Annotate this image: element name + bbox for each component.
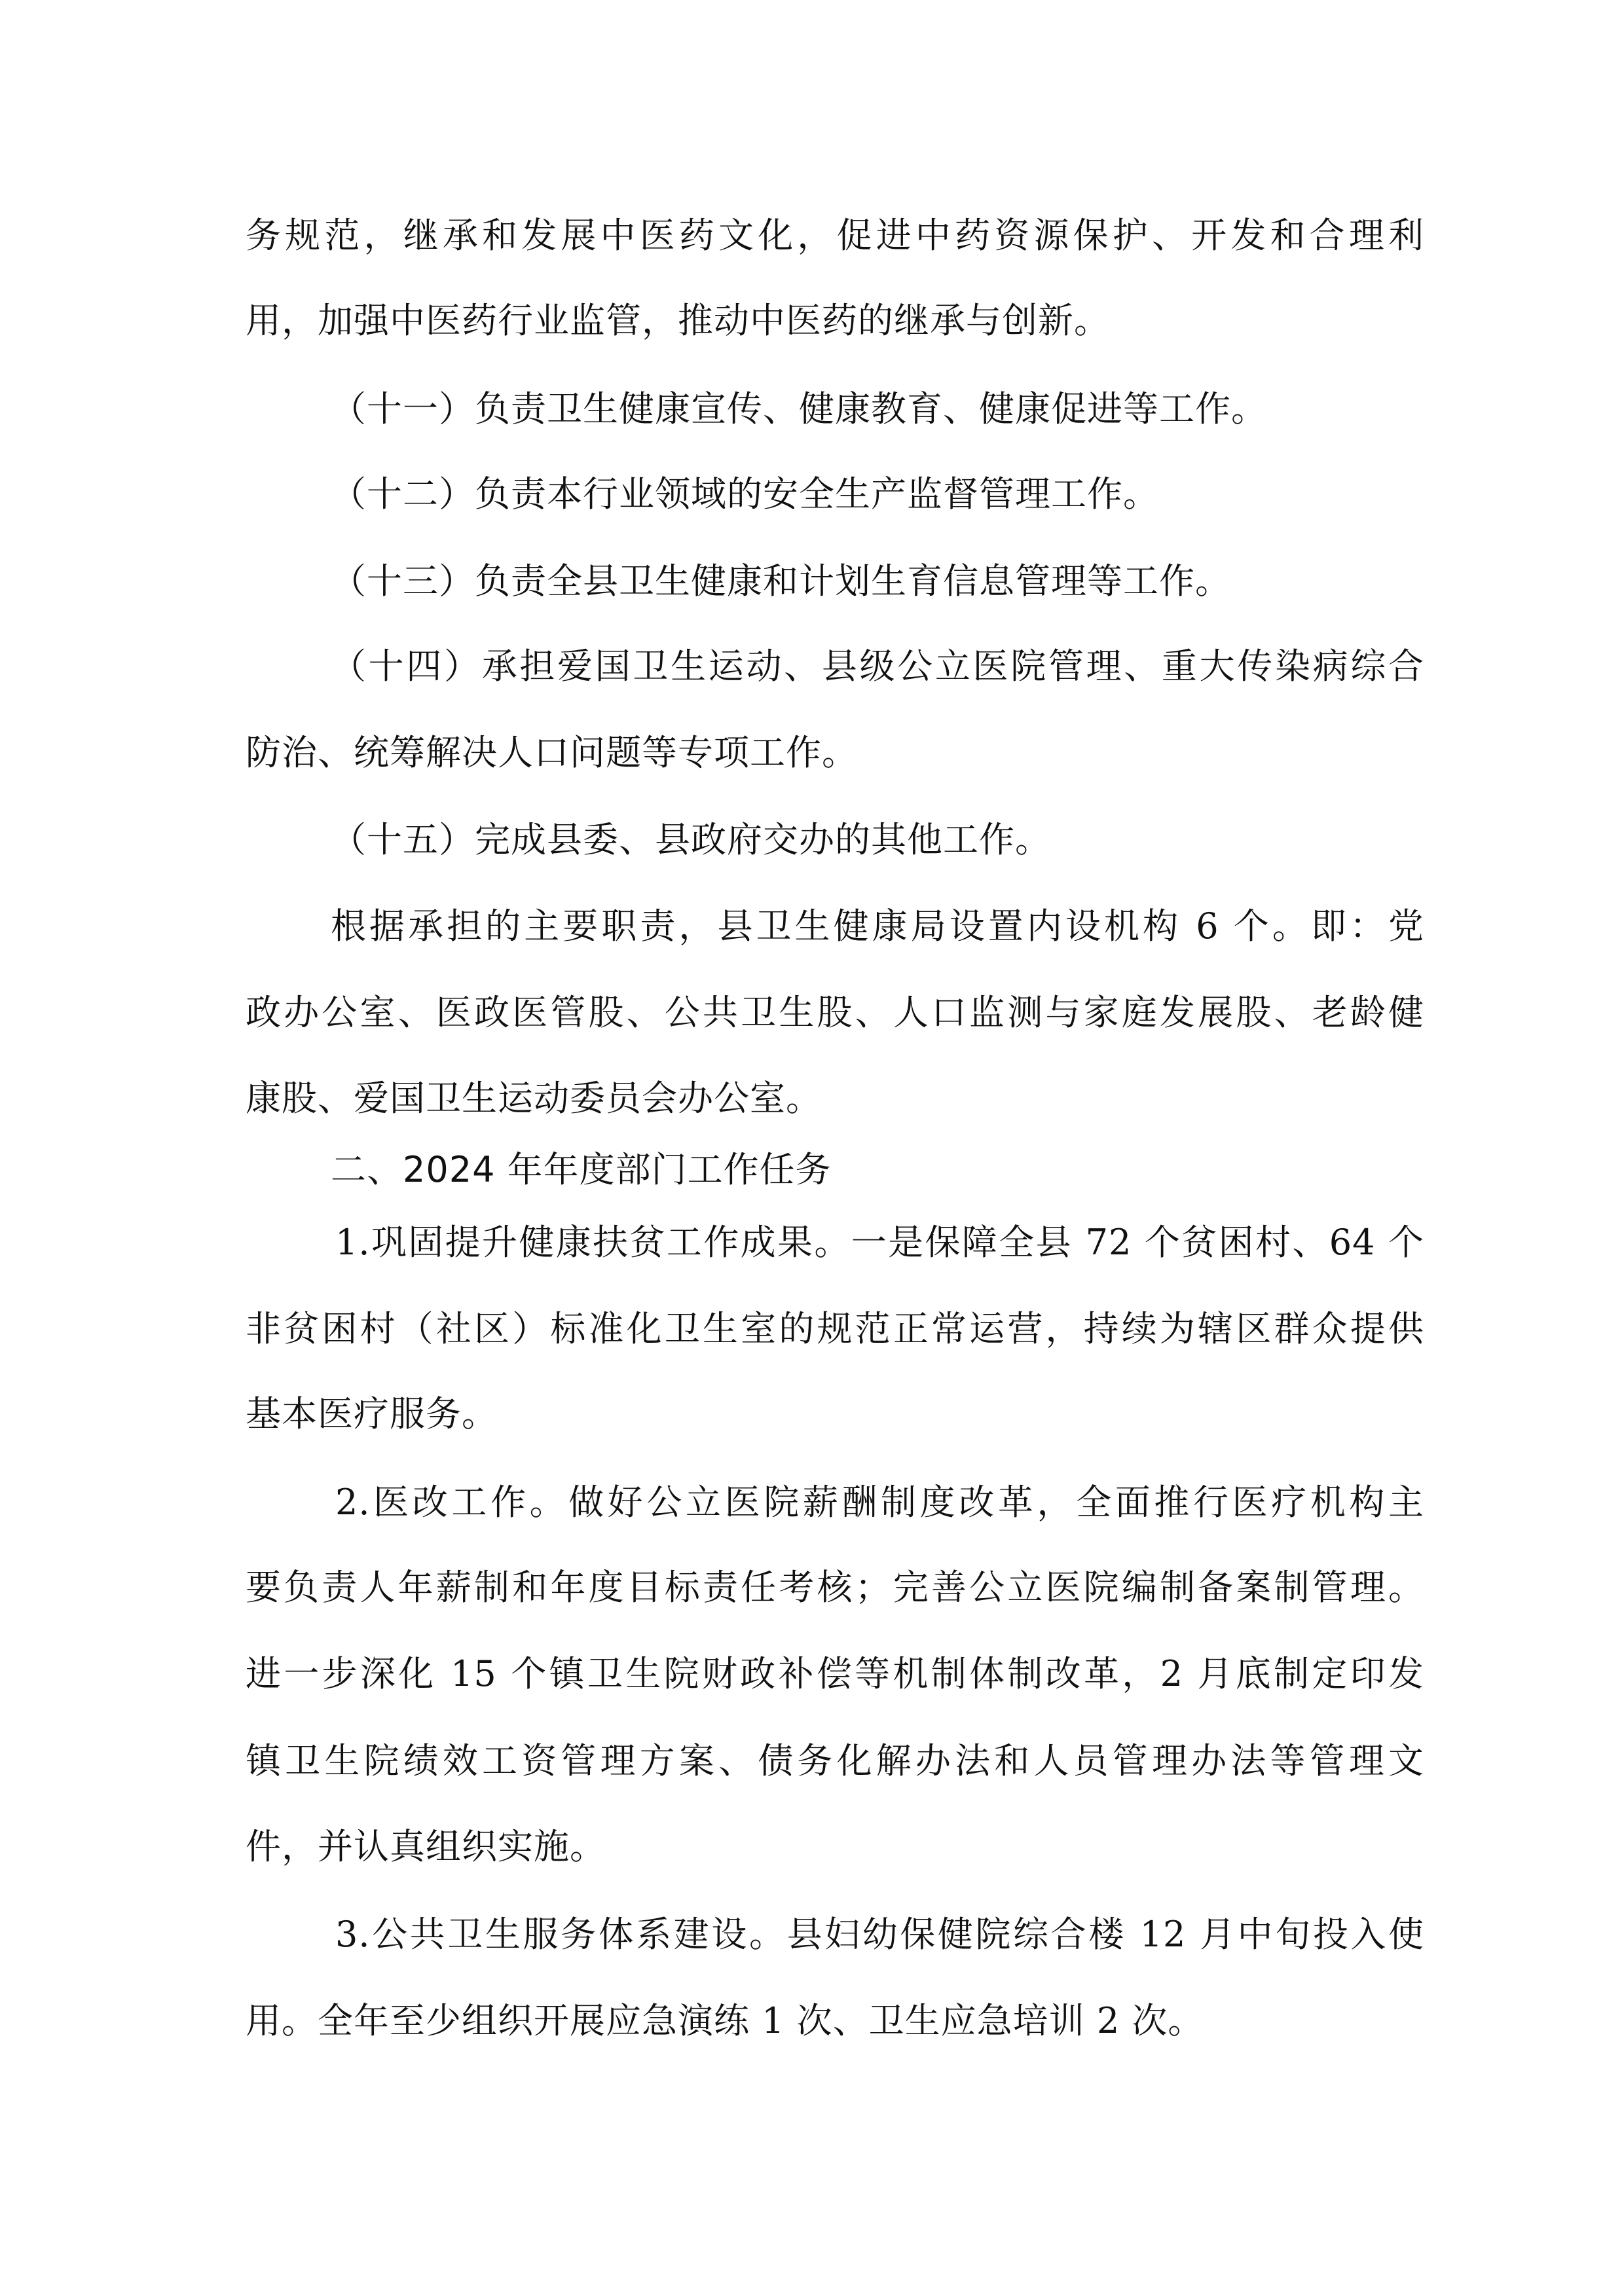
paragraph-line: 政办公室、医政医管股、公共卫生股、人口监测与家庭发展股、老龄健 <box>246 992 1424 1033</box>
list-item: （十一）负责卫生健康宣传、健康教育、健康促进等工作。 <box>331 388 1267 429</box>
paragraph-line: 基本医疗服务。 <box>246 1393 498 1434</box>
paragraph-line: 3.公共卫生服务体系建设。县妇幼保健院综合楼 12 月中旬投入使 <box>335 1914 1424 1955</box>
paragraph-line: 用。全年至少组织开展应急演练 1 次、卫生应急培训 2 次。 <box>246 2000 1204 2041</box>
paragraph-line: 镇卫生院绩效工资管理方案、债务化解办法和人员管理办法等管理文 <box>246 1740 1424 1781</box>
paragraph-line: 要负责人年薪制和年度目标责任考核；完善公立医院编制备案制管理。 <box>246 1567 1424 1608</box>
list-item: （十四）承担爱国卫生运动、县级公立医院管理、重大传染病综合 <box>331 646 1424 687</box>
list-item: （十五）完成县委、县政府交办的其他工作。 <box>331 819 1051 860</box>
list-item: （十三）负责全县卫生健康和计划生育信息管理等工作。 <box>331 560 1231 602</box>
paragraph-line: 2.医改工作。做好公立医院薪酬制度改革，全面推行医疗机构主 <box>335 1482 1424 1523</box>
paragraph-line: 件，并认真组织实施。 <box>246 1826 606 1867</box>
paragraph-line: 用，加强中医药行业监管，推动中医药的继承与创新。 <box>246 300 1110 341</box>
paragraph-line: 进一步深化 15 个镇卫生院财政补偿等机制体制改革，2 月底制定印发 <box>246 1653 1424 1694</box>
paragraph-line: 非贫困村（社区）标准化卫生室的规范正常运营，持续为辖区群众提供 <box>246 1308 1424 1349</box>
paragraph-line: 根据承担的主要职责，县卫生健康局设置内设机构 6 个。即：党 <box>331 905 1424 947</box>
paragraph-line: 1.巩固提升健康扶贫工作成果。一是保障全县 72 个贫困村、64 个 <box>335 1222 1424 1263</box>
paragraph-line: 务规范，继承和发展中医药文化，促进中药资源保护、开发和合理利 <box>246 215 1424 256</box>
section-heading: 二、2024 年年度部门工作任务 <box>331 1149 832 1190</box>
list-item-continuation: 防治、统筹解决人口问题等专项工作。 <box>246 732 858 773</box>
list-item: （十二）负责本行业领域的安全生产监督管理工作。 <box>331 473 1159 515</box>
paragraph-line: 康股、爱国卫生运动委员会办公室。 <box>246 1078 822 1119</box>
